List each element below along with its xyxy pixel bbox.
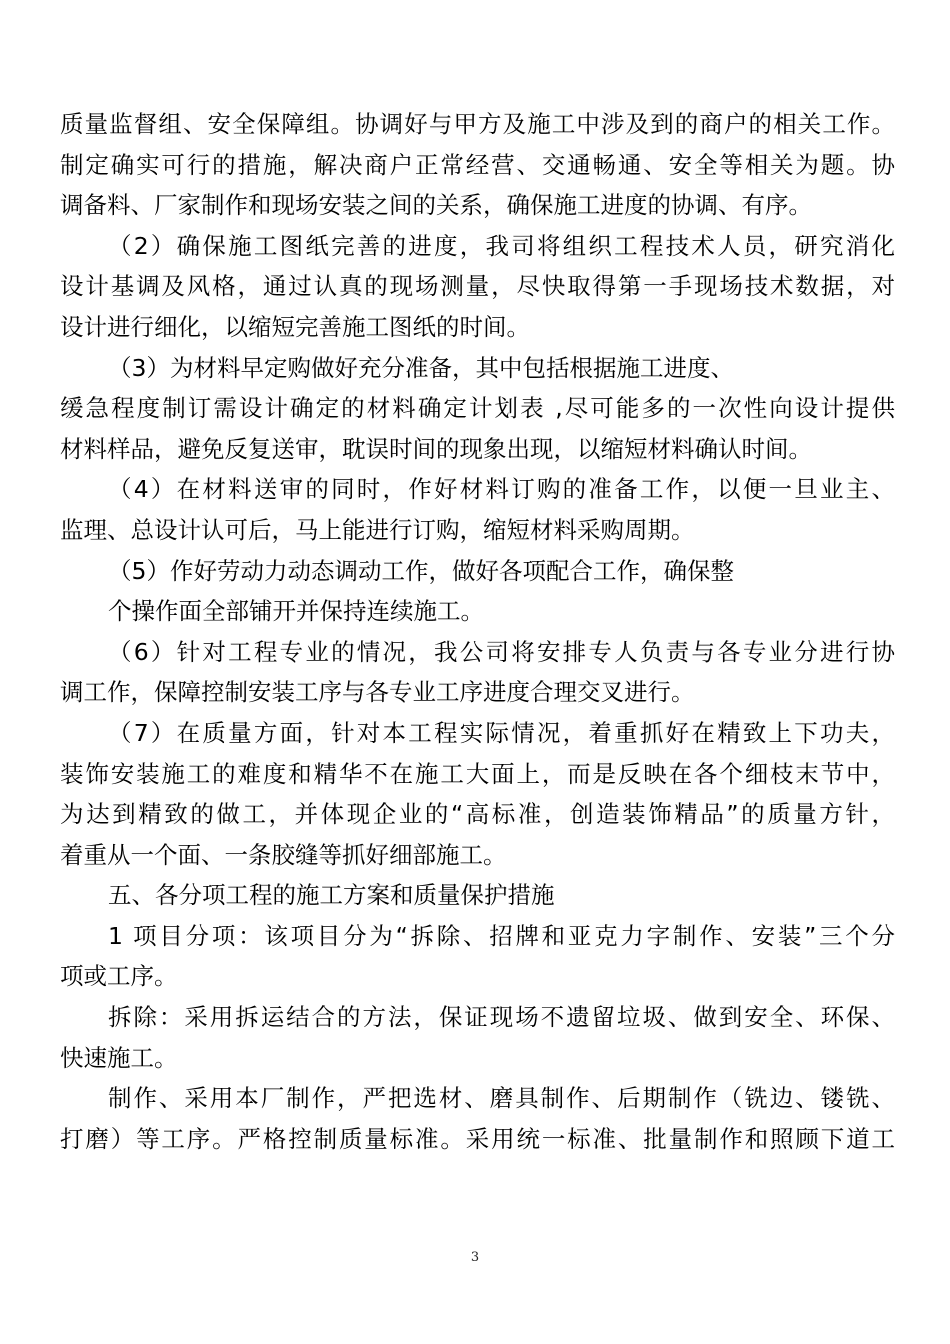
section-heading: 五、各分项工程的施工方案和质量保护措施	[108, 881, 555, 910]
text-line: 拆除：采用拆运结合的方法，保证现场不遗留垃圾、做到安全、环保、	[108, 1003, 895, 1032]
text-line: （6）针对工程专业的情况，我公司将安排专人负责与各专业分进行协	[108, 637, 895, 666]
text-line: 制作、采用本厂制作，严把选材、磨具制作、后期制作（铣边、镂铣、	[108, 1084, 895, 1113]
body-text	[60, 104, 895, 1159]
text-line: 监理、总设计认可后，马上能进行订购，缩短材料采购周期。	[60, 515, 695, 544]
text-line: 为达到精致的做工，并体现企业的“高标准，创造装饰精品”的质量方针，	[60, 800, 895, 829]
text-line: （5）作好劳动力动态调动工作，做好各项配合工作，确保整	[108, 556, 734, 585]
text-line: 快速施工。	[60, 1043, 178, 1072]
text-line: 缓急程度制订需设计确定的材料确定计划表 ,尽可能多的一次性向设计提供	[60, 394, 895, 423]
text-line: 个操作面全部铺开并保持连续施工。	[108, 597, 484, 626]
text-line: （3）为材料早定购做好充分准备，其中包括根据施工进度、	[108, 353, 734, 382]
text-line: （7）在质量方面，针对本工程实际情况，着重抓好在精致上下功夫，	[108, 718, 895, 747]
text-line: 装饰安装施工的难度和精华不在施工大面上，而是反映在各个细枝末节中，	[60, 759, 895, 788]
text-line: 制定确实可行的措施，解决商户正常经营、交通畅通、安全等相关为题。协	[60, 150, 895, 179]
text-line: 项或工序。	[60, 962, 178, 991]
text-line: 设计基调及风格，通过认真的现场测量，尽快取得第一手现场技术数据，对	[60, 272, 895, 301]
text-line: 调备料、厂家制作和现场安装之间的关系，确保施工进度的协调、有序。	[60, 191, 812, 220]
text-line: 材料样品，避免反复送审，耽误时间的现象出现，以缩短材料确认时间。	[60, 434, 812, 463]
text-line: 着重从一个面、一条胶缝等抓好细部施工。	[60, 840, 507, 869]
text-line: （4）在材料送审的同时，作好材料订购的准备工作，以便一旦业主、	[108, 475, 895, 504]
text-line: （2）确保施工图纸完善的进度，我司将组织工程技术人员，研究消化	[108, 231, 895, 260]
text-line: 调工作，保障控制安装工序与各专业工序进度合理交叉进行。	[60, 678, 695, 707]
text-line: 质量监督组、安全保障组。协调好与甲方及施工中涉及到的商户的相关工作。	[60, 110, 895, 138]
text-line: 打磨）等工序。严格控制质量标准。采用统一标准、批量制作和照顾下道工	[60, 1124, 895, 1153]
page-number: 3	[470, 1250, 480, 1265]
text-line: 设计进行细化，以缩短完善施工图纸的时间。	[60, 312, 530, 341]
text-line: 1 项目分项：该项目分为“拆除、招牌和亚克力字制作、安装”三个分	[108, 921, 895, 950]
